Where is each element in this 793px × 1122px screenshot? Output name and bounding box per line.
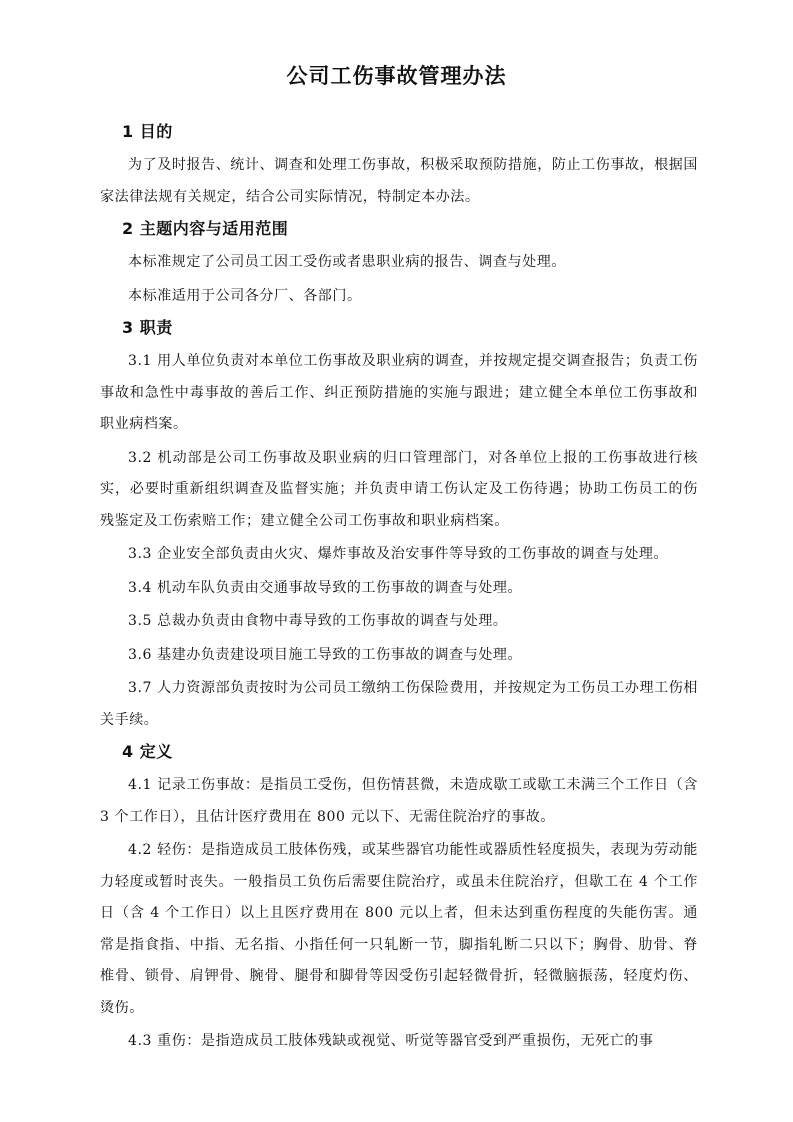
paragraph: 4.2 轻伤：是指造成员工肢体伤残，或某些器官功能性或器质性轻度损失，表现为劳动能力轻度或暂时丧失。一般指员工负伤后需要住院治疗，或虽未住院治疗，但歇工在 4 个工作日（含 4 个工作日）以上且医疗费用在 800 元以上者，但未达到重伤程度的失能伤害。通常是指食指、中指、无名指、小指任何一只轧断一节，脚指轧断二只以下；胸骨、肋骨、脊椎骨、锁骨、肩钾骨、腕骨、腿骨和脚骨等因受伤引起轻微骨折，轻微脑振荡，轻度灼伤、烫伤。 [100,842,698,1016]
document-body [100,118,698,1060]
paragraph: 3.5 总裁办负责由食物中毒导致的工伤事故的调查与处理。 [128,613,508,629]
document-title: 公司工伤事故管理办法 [286,63,507,88]
paragraph: 本标准适用于公司各分厂、各部门。 [128,287,362,304]
section-heading-scope: 2 主题内容与适用范围 [122,219,289,238]
paragraph: 3.2 机动部是公司工伤事故及职业病的归口管理部门，对各单位上报的工伤事故进行核实，必要时重新组织调查及监督实施；并负责申请工伤认定及工伤待遇；协助工伤员工的伤残鉴定及工伤索赔工作；建立健全公司工伤事故和职业病档案。 [100,449,698,529]
paragraph: 3.4 机动车队负责由交通事故导致的工伤事故的调查与处理。 [128,579,523,596]
section-heading-responsibilities: 3 职责 [122,318,173,337]
paragraph: 4.1 记录工伤事故：是指员工受伤，但伤情甚微，未造成歇工或歇工未满三个工作日（含 3 个工作日），且估计医疗费用在 800 元以下、无需住院治疗的事故。 [100,777,698,825]
paragraph: 3.1 用人单位负责对本单位工伤事故及职业病的调查，并按规定提交调查报告；负责工伤事故和急性中毒事故的善后工作、纠正预防措施的实施与跟进；建立健全本单位工伤事故和职业病档案。 [100,353,698,432]
section-heading-definitions: 4 定义 [122,742,173,761]
paragraph: 本标准规定了公司员工因工受伤或者患职业病的报告、调查与处理。 [128,254,566,270]
paragraph: 为了及时报告、统计、调查和处理工伤事故，积极采取预防措施，防止工伤事故，根据国家法律法规有关规定，结合公司实际情况，特制定本办法。 [100,157,698,205]
paragraph: 3.3 企业安全部负责由火灾、爆炸事故及治安事件等导致的工伤事故的调查与处理。 [128,546,669,562]
section-heading-purpose: 1 目的 [122,122,173,141]
paragraph: 3.6 基建办负责建设项目施工导致的工伤事故的调查与处理。 [128,646,523,663]
paragraph: 4.3 重伤：是指造成员工肢体残缺或视觉、听觉等器官受到严重损伤，无死亡的事 [128,1033,654,1049]
paragraph: 3.7 人力资源部负责按时为公司员工缴纳工伤保险费用，并按规定为工伤员工办理工伤相关手续。 [100,680,698,728]
